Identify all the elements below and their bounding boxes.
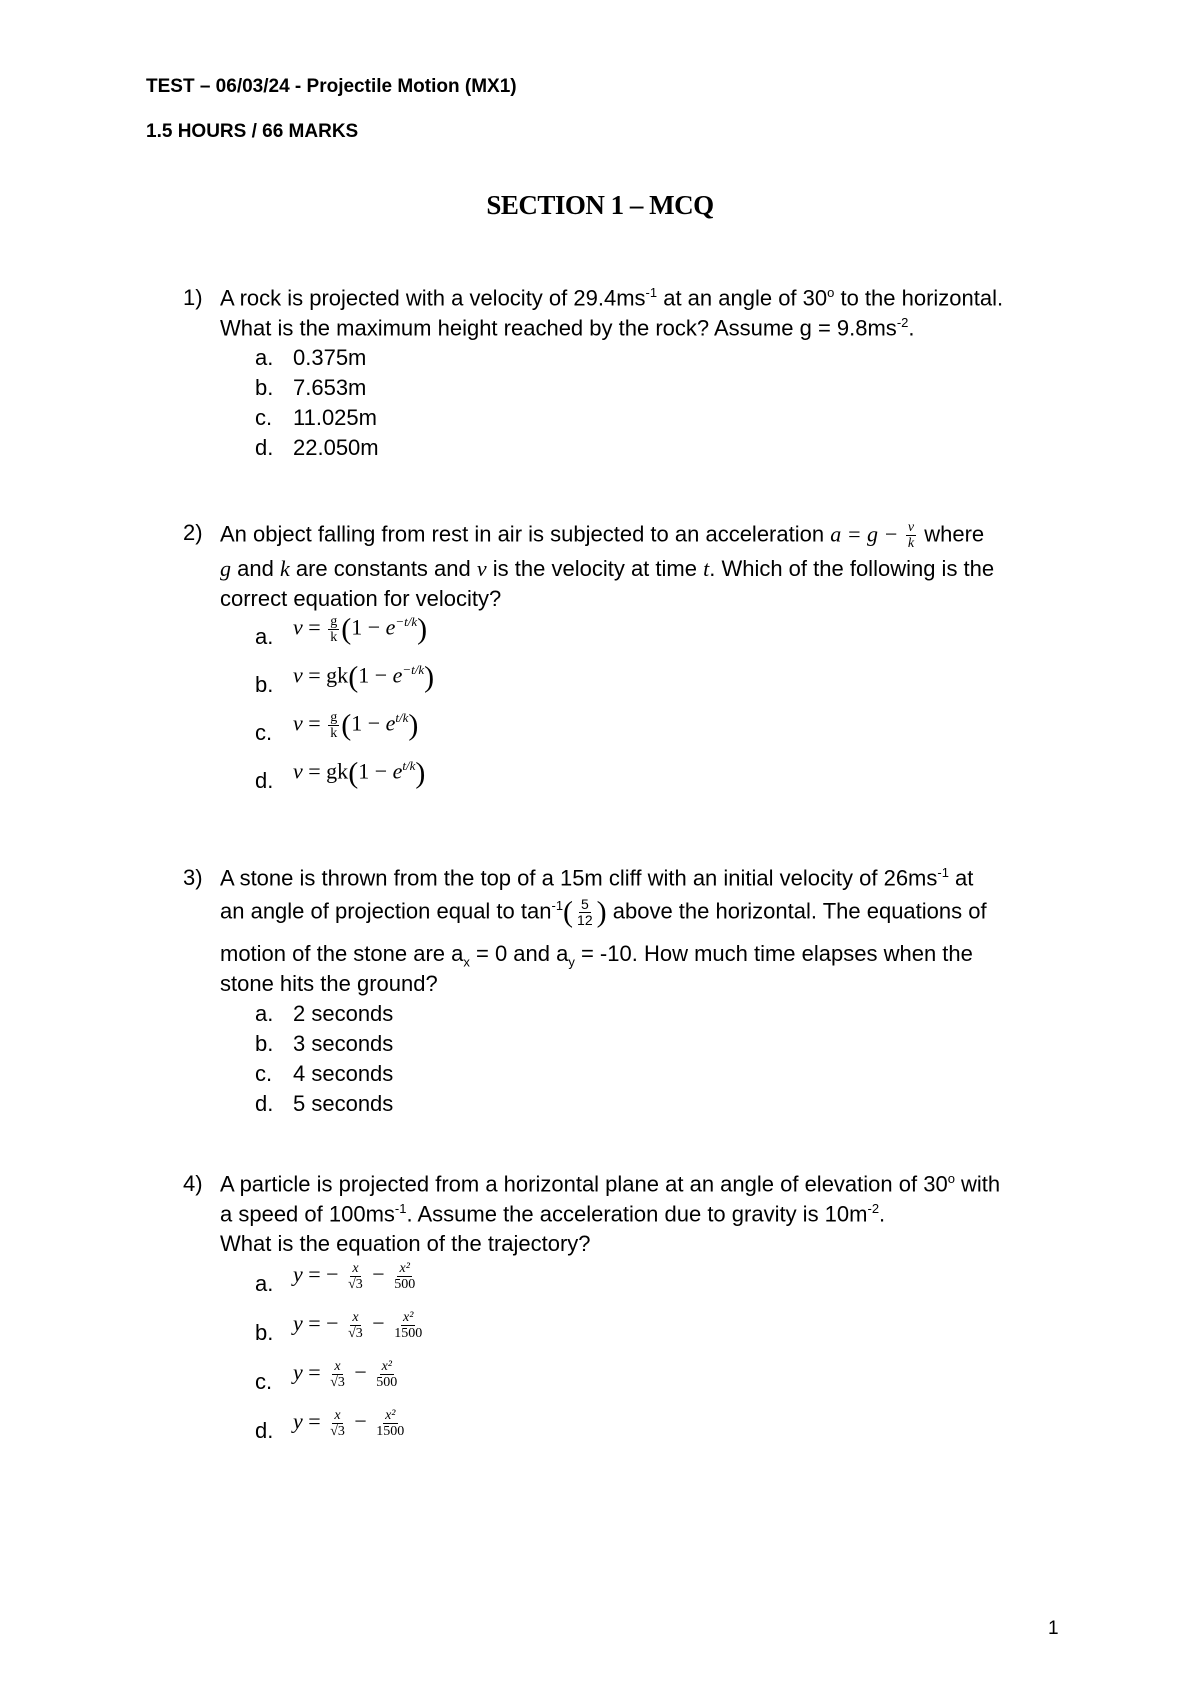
option-letter: b. [255, 1320, 274, 1345]
option-formula: y = $\frac{x}{√3}$ − $\frac{\text{x²}}{1500}$ [293, 1408, 405, 1439]
question-4-line1: A particle is projected from a horizontal plane at an angle of elevation of 30$^o$ with [220, 1171, 1001, 1197]
option-text: 5 seconds [293, 1091, 394, 1116]
question-number: 1) [183, 285, 203, 310]
question-number: 2) [183, 520, 203, 545]
option-letter: b. [255, 375, 274, 400]
option-text: 0.375m [293, 345, 367, 370]
question-number: 4) [183, 1171, 203, 1196]
option-formula: $v = gk(1 - e^{-t/k})$ [293, 660, 435, 694]
option-text: 2 seconds [293, 1001, 394, 1026]
section-title: SECTION 1 – MCQ [486, 190, 714, 220]
option-letter: b. [255, 672, 274, 697]
option-formula: y = − $\frac{x}{√3}$ − $\frac{\text{x²}}{1500}$ [293, 1310, 423, 1341]
option-letter: c. [255, 405, 273, 430]
option-letter: c. [255, 1061, 273, 1086]
question-4-line2: a speed of $100ms^{-1}$. Assume the acceleration due to gravity is $10m^{-2}$. [220, 1201, 886, 1227]
option-letter: d. [255, 768, 274, 793]
question-3-line1: A stone is thrown from the top of a 15m cliff with an initial velocity of $26ms^{-1}$ at [220, 865, 974, 891]
question-1-line1: A rock is projected with a velocity of $29.4ms^{-1}$ at an angle of 30$^o$ to the horizontal. [220, 285, 1004, 311]
question-2-line2: g and k are constants and v is the velocity at time t. Which of the following is the [220, 556, 995, 581]
option-formula: v = $\frac{g}{k}$ $(1 - e^{t/k})$ [293, 708, 419, 742]
option-letter: a. [255, 1001, 274, 1026]
option-letter: c. [255, 1369, 273, 1394]
option-text: 22.050m [293, 435, 379, 460]
option-letter: d. [255, 1418, 274, 1443]
question-2-line3: correct equation for velocity? [220, 586, 502, 611]
question-4-line3: What is the equation of the trajectory? [220, 1231, 591, 1256]
option-text: 3 seconds [293, 1031, 394, 1056]
option-formula: v = $\frac{g}{k}$ $(1 - e^{-t/k})$ [293, 612, 428, 646]
test-header-title: TEST – 06/03/24 - Projectile Motion (MX1) [146, 76, 517, 97]
question-1-line2: What is the maximum height reached by the rock? Assume $g = 9.8ms^{-2}$. [220, 315, 915, 341]
option-letter: a. [255, 624, 274, 649]
test-header-duration: 1.5 HOURS / 66 MARKS [146, 121, 359, 142]
question-3-line2: an angle of projection equal to $\tan^{-1}$( $\frac{5}{12}$ ) above the horizontal. The equations of [220, 895, 987, 929]
question-3-line3: motion of the stone are $a_x = 0$ and $a_y = -10$. How much time elapses when the [220, 941, 973, 970]
option-text: 7.653m [293, 375, 367, 400]
option-text: 4 seconds [293, 1061, 394, 1086]
option-letter: b. [255, 1031, 274, 1056]
option-formula: y = − $\frac{x}{√3}$ − $\frac{\text{x²}}{500}$ [293, 1261, 416, 1292]
option-letter: d. [255, 435, 274, 460]
question-number: 3) [183, 865, 203, 890]
question-3-line4: stone hits the ground? [220, 971, 438, 996]
option-letter: a. [255, 1271, 274, 1296]
page-number: 1 [1048, 1618, 1059, 1639]
option-formula: y = $\frac{x}{√3}$ − $\frac{\text{x²}}{500}$ [293, 1359, 398, 1390]
option-formula: $v = gk(1 - e^{t/k})$ [293, 756, 426, 790]
option-text: 11.025m [293, 405, 377, 430]
option-letter: a. [255, 345, 274, 370]
question-2-line1: An object falling from rest in air is subjected to an acceleration a = g − $\frac{v}{k}$ where [220, 520, 985, 551]
option-letter: c. [255, 720, 273, 745]
option-letter: d. [255, 1091, 274, 1116]
